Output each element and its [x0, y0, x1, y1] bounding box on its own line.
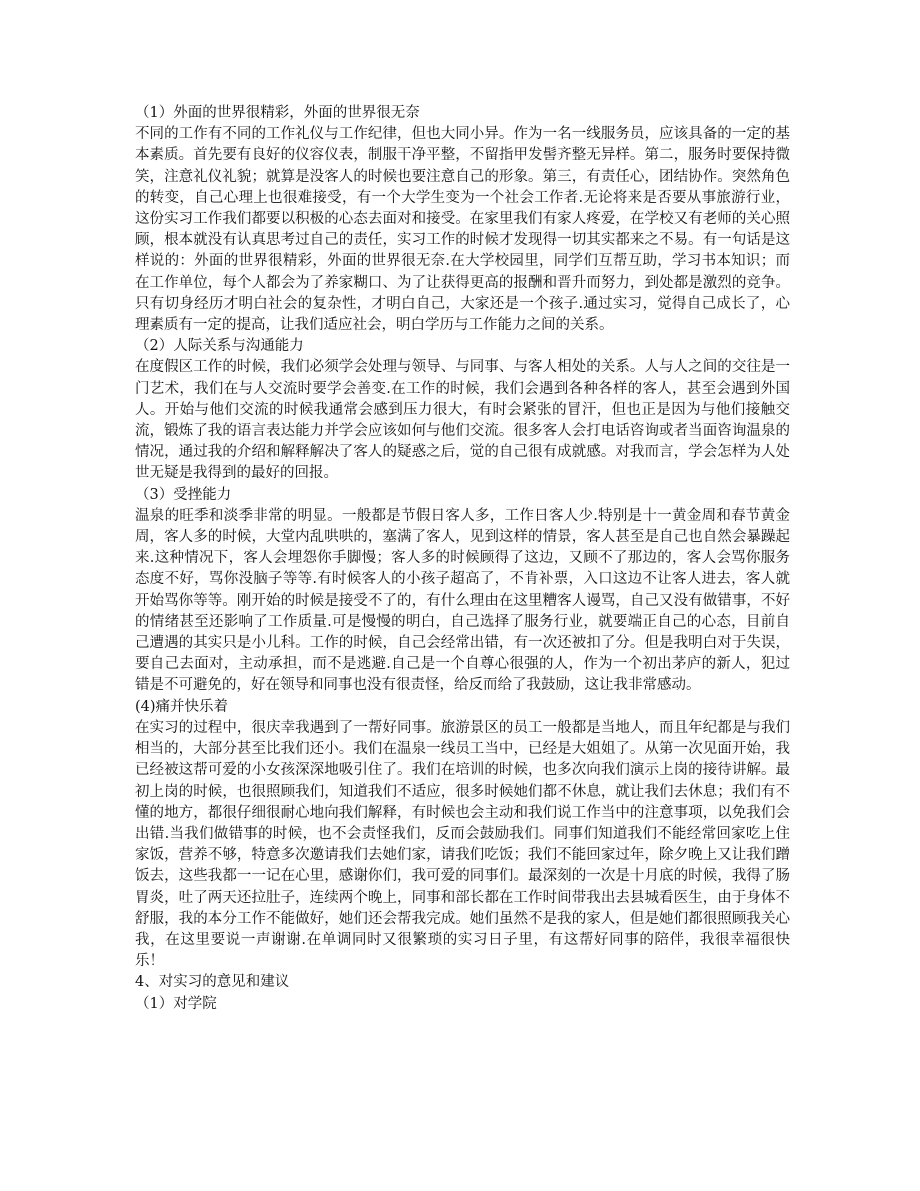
section-1-body: 不同的工作有不同的工作礼仪与工作纪律，但也大同小异。作为一名一线服务员，应该具备的一定的基本素质。首先要有良好的仪容仪表，制服干净平整，不留指甲发髻齐整无异样。第二，服务时要保持微笑，注意礼仪礼貌；就算是没客人的时候也要注意自己的形象。第三，有责任心，团结协作。突然角色的转变，自己心理上也很难接受，有一个大学生变为一个社会工作者.无论将来是否要从事旅游行业，这份实习工作我们都要以积极的心态去面对和接受。在家里我们有家人疼爱，在学校又有老师的关心照顾，根本就没有认真思考过自己的责任，实习工作的时候才发现得一切其实都来之不易。有一句话是这样说的：外面的世界很精彩，外面的世界很无奈.在大学校园里，同学们互帮互助，学习书本知识；而在工作单位，每个人都会为了养家糊口、为了让获得更高的报酬和晋升而努力，到处都是激烈的竞争。只有切身经历才明白社会的复杂性，才明白自己，大家还是一个孩子.通过实习，觉得自己成长了，心理素质有一定的提高，让我们适应社会，明白学历与工作能力之间的关系。: [135, 126, 790, 334]
subsection-heading: （1）对学院: [135, 995, 217, 1012]
section-2-body: 在度假区工作的时候，我们必须学会处理与领导、与同事、与客人相处的关系。人与人之间的交往是一门艺术，我们在与人交流时要学会善变.在工作的时候，我们会遇到各种各样的客人，甚至会遇到外国人。开始与他们交流的时候我通常会感到压力很大，有时会紧张的冒汗，但也正是因为与他们接触交流，锻炼了我的语言表达能力并学会应该如何与他们交流。很多客人会打电话咨询或者当面咨询温泉的情况，通过我的介绍和解释解决了客人的疑惑之后，觉的自己很有成就感。对我而言，学会怎样为人处世无疑是我得到的最好的回报。: [135, 359, 790, 482]
section-2-heading: （2）人际关系与沟通能力: [135, 338, 304, 355]
section-1-heading: （1）外面的世界很精彩，外面的世界很无奈: [135, 105, 420, 121]
section-4-body: 在实习的过程中，很庆幸我遇到了一帮好同事。旅游景区的员工一般都是当地人，而且年纪都是与我们相当的，大部分甚至比我们还小。我们在温泉一线员工当中，已经是大姐姐了。从第一次见面开始，我已经被这帮可爱的小女孩深深地吸引住了。我们在培训的时候，也多次向我们演示上岗的接待讲解。最初上岗的时候，也很照顾我们，知道我们不适应，很多时候她们都不休息，就让我们去休息；我们有不懂的地方，都很仔细很耐心地向我们解释，有时候也会主动和我们说工作当中的注意事项，以免我们会出错.当我们做错事的时候，也不会责怪我们，反而会鼓励我们。同事们知道我们不能经常回家吃上住家饭，营养不够，特意多次邀请我们去她们家，请我们吃饭；我们不能回家过年，除夕晚上又让我们蹭饭去，这些我都一一记在心里，感谢你们，我可爱的同事们。最深刻的一次是十月底的时候，我得了肠胃炎，吐了两天还拉肚子，连续两个晚上，同事和部长都在工作时间带我出去县城看医生，由于身体不舒服，我的本分工作不能做好，她们还会帮我完成。她们虽然不是我的家人，但是她们都很照顾我关心我，在这里要说一声谢谢.在单调同时又很繁琐的实习日子里，有这帮好同事的陪伴，我很幸福很快乐！: [135, 719, 790, 970]
chapter-heading: 4、对实习的意见和建议: [135, 974, 290, 991]
section-3-body: 温泉的旺季和淡季非常的明显。一般都是节假日客人多，工作日客人少.特别是十一黄金周和春节黄金周，客人多的时候，大堂内乱哄哄的，塞满了客人，见到这样的情景，客人甚至是自己也自然会暴躁起来.这种情况下，客人会埋怨你手脚慢；客人多的时候顾得了这边，又顾不了那边的，客人会骂你服务态度不好，骂你没脑子等等.有时候客人的小孩子超高了，不肯补票，入口这边不让客人进去，客人就开始骂你等等。刚开始的时候是接受不了的，有什么理由在这里糟客人谩骂，自己又没有做错事，不好的情绪甚至还影响了工作质量.可是慢慢的明白，自己选择了服务行业，就要端正自己的心态，目前自己遭遇的其实只是小儿科。工作的时候，自己会经常出错，有一次还被扣了分。但是我明白对于失误，要自己去面对，主动承担，而不是逃避.自己是一个自尊心很强的人，作为一个初出茅庐的新人，犯过错是不可避免的，好在领导和同事也没有很责怪，给反而给了我鼓励，这让我非常感动。: [135, 507, 790, 694]
document-page: [135, 103, 790, 1015]
section-3-heading: （3）受挫能力: [135, 486, 232, 503]
section-4-heading: (4)痛并快乐着: [135, 698, 229, 715]
